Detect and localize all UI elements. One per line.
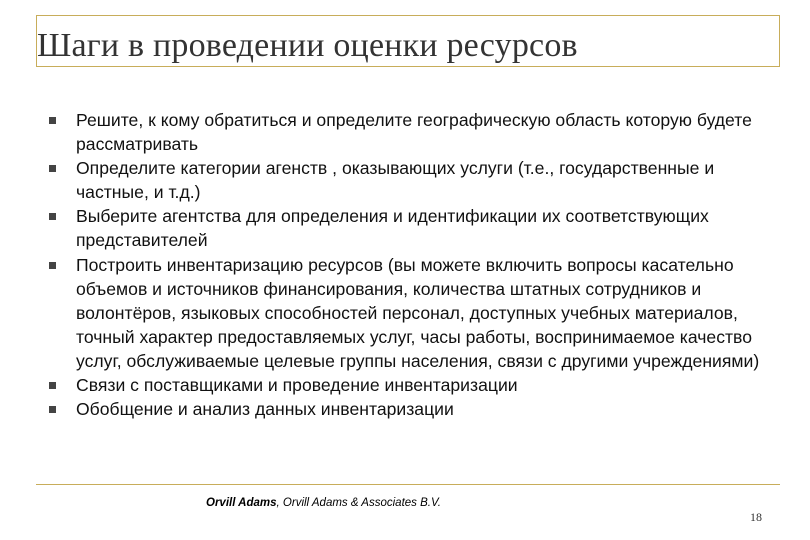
bullet-item: [48, 204, 770, 252]
bullet-item: [48, 156, 770, 204]
bullet-text: Обобщение и анализ данных инвентаризации: [76, 399, 454, 420]
bullet-text: Решите, к кому обратиться и определите географическую область которую будете рассматривать: [76, 110, 752, 155]
bullet-item: [48, 373, 770, 397]
page-number: 18: [750, 510, 762, 524]
bullet-text: Выберите агентства для определения и идентификации их соответствующих представителей: [76, 206, 709, 251]
square-bullet-icon: [49, 117, 56, 124]
title-frame-top-border: [36, 15, 780, 16]
square-bullet-icon: [49, 213, 56, 220]
square-bullet-icon: [49, 382, 56, 389]
bullet-text: Определите категории агенств , оказывающих услуги (т.е., государственные и частные, и т.д.): [76, 158, 715, 203]
bullet-text: Связи с поставщиками и проведение инвентаризации: [76, 375, 518, 396]
footer-author-affiliation: , Orvill Adams & Associates B.V.: [276, 497, 441, 509]
square-bullet-icon: [49, 165, 56, 172]
slide-title: Шаги в проведении оценки ресурсов: [37, 27, 578, 64]
footer-divider: [36, 484, 780, 485]
bullet-item: [48, 108, 770, 156]
square-bullet-icon: [49, 262, 56, 269]
footer-author-name: Orvill Adams: [206, 497, 277, 509]
bullet-item: [48, 253, 770, 373]
footer-credit: [206, 497, 441, 509]
title-underline: [36, 66, 780, 67]
bullet-list: [48, 108, 770, 421]
square-bullet-icon: [49, 406, 56, 413]
bullet-item: [48, 397, 770, 421]
title-frame-right-border: [779, 15, 780, 67]
bullet-text: Построить инвентаризацию ресурсов (вы можете включить вопросы касательно объемов и источников финансирования, количества штатных сотрудников и волонтёров, языковых способностей персонал, доступных учебных материалов, точный характер предоставляемых услуг, часы работы, воспринимаемое качество услуг, обслуживаемые целевые группы населения, связи с другими учреждениями): [76, 254, 760, 371]
